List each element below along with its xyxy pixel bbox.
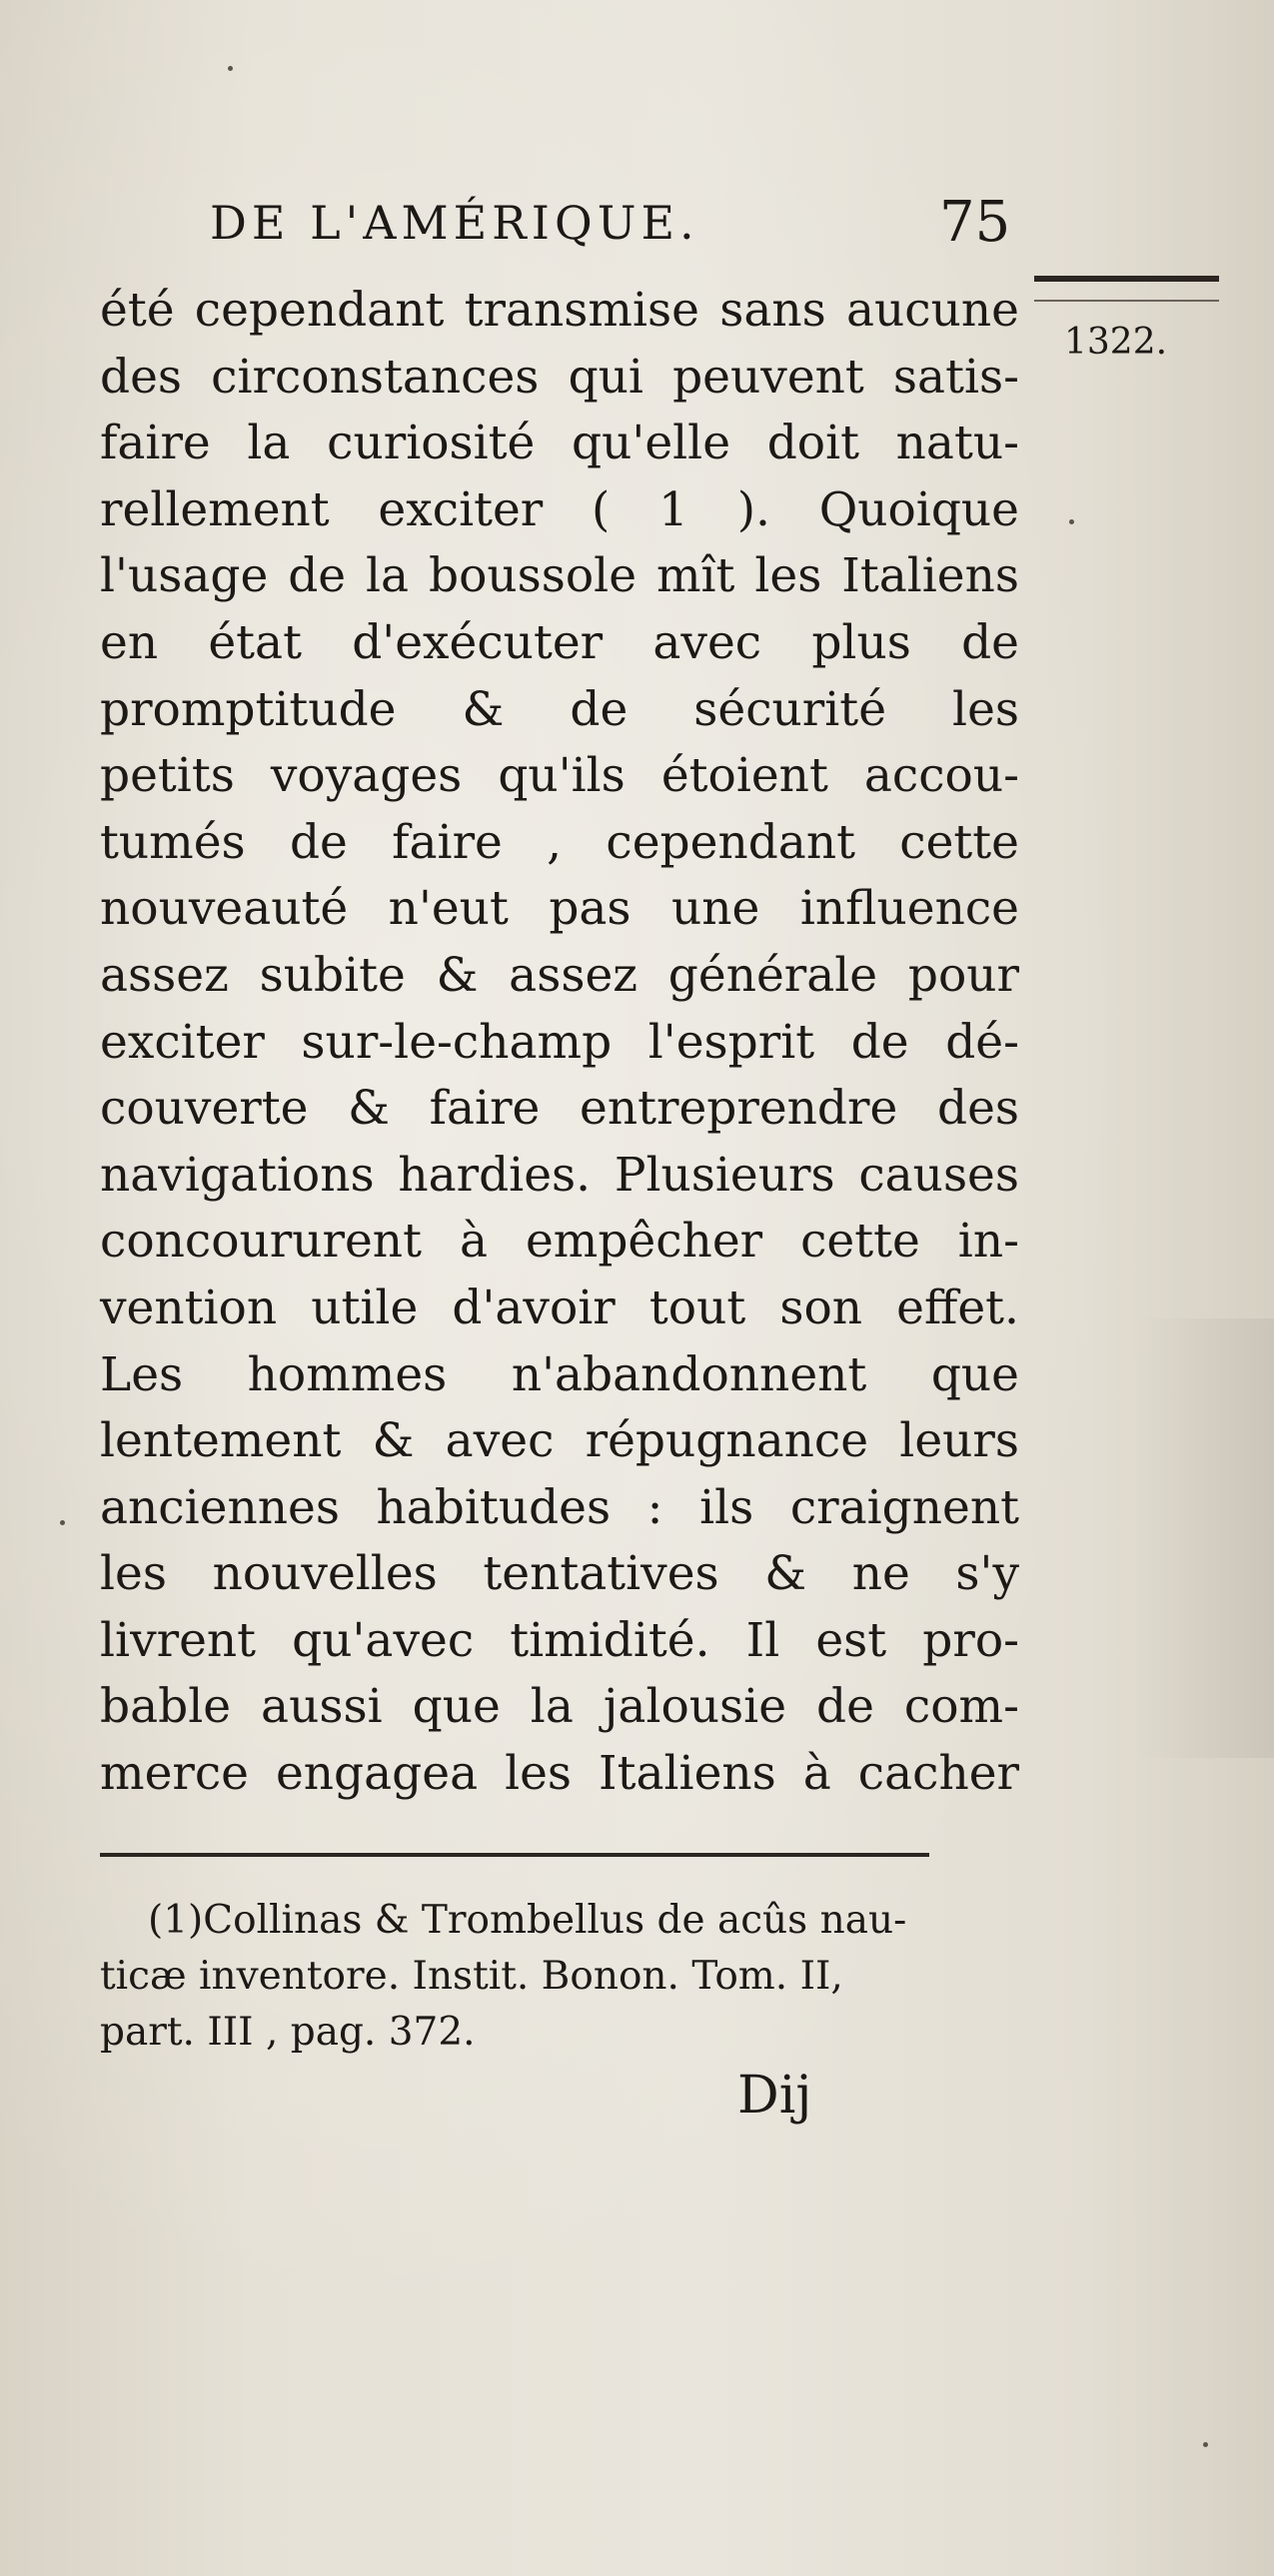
- signature-mark: Dij: [737, 2066, 812, 2126]
- text-line: en état d'exécuter avec plus de: [100, 614, 1019, 670]
- footnote-rule: [100, 1853, 929, 1857]
- text-line: nouveauté n'eut pas une influence: [100, 881, 1019, 937]
- text-line: livrent qu'avec timidité. Il est pro-: [100, 1612, 1019, 1668]
- text-line: des circonstances qui peuvent satis-: [100, 349, 1019, 405]
- text-line: rellement exciter ( 1 ). Quoique: [100, 481, 1019, 537]
- text-line: anciennes habitudes : ils craignent: [100, 1479, 1019, 1535]
- text-line: petits voyages qu'ils étoient accou-: [100, 748, 1019, 804]
- bleed-through-shadow: [1134, 1318, 1274, 1758]
- footnote-line: (1)Collinas & Trombellus de acûs nau-: [148, 1898, 907, 1943]
- text-line: les nouvelles tentatives & ne s'y: [100, 1546, 1019, 1602]
- paper-speck: [1069, 519, 1074, 524]
- footnote-line: part. III , pag. 372.: [100, 2010, 476, 2055]
- paper-speck: [60, 1520, 65, 1525]
- text-line: couverte & faire entreprendre des: [100, 1081, 1019, 1137]
- text-line: navigations hardies. Plusieurs causes: [100, 1147, 1019, 1203]
- text-line: merce engagea les Italiens à cacher: [100, 1746, 1019, 1802]
- body-text: [100, 278, 1019, 1808]
- text-line: été cependant transmise sans aucune: [100, 283, 1019, 338]
- paper-speck: [1203, 2442, 1208, 2447]
- footnote: [100, 1893, 1019, 2061]
- text-line: bable aussi que la jalousie de com-: [100, 1679, 1019, 1735]
- text-line: vention utile d'avoir tout son effet.: [100, 1280, 1019, 1335]
- text-line: exciter sur-le-champ l'esprit de dé-: [100, 1014, 1019, 1070]
- text-line: tumés de faire , cependant cette: [100, 814, 1019, 870]
- margin-year-note: 1322.: [1064, 322, 1168, 363]
- text-line: l'usage de la boussole mît les Italiens: [100, 548, 1019, 604]
- margin-rule: [1034, 276, 1219, 282]
- text-line: concoururent à empêcher cette in-: [100, 1214, 1019, 1270]
- text-line: lentement & avec répugnance leurs: [100, 1413, 1019, 1469]
- paper-speck: [228, 66, 233, 71]
- page-number: 75: [939, 190, 1011, 255]
- footnote-line: ticæ inventore. Instit. Bonon. Tom. II,: [100, 1954, 843, 1999]
- text-line: faire la curiosité qu'elle doit natu-: [100, 416, 1019, 471]
- margin-rule-thin: [1034, 300, 1219, 302]
- text-line: Les hommes n'abandonnent que: [100, 1346, 1019, 1402]
- text-line: promptitude & de sécurité les: [100, 681, 1019, 737]
- running-head: DE L'AMÉRIQUE.: [210, 196, 699, 250]
- text-line: assez subite & assez générale pour: [100, 947, 1019, 1003]
